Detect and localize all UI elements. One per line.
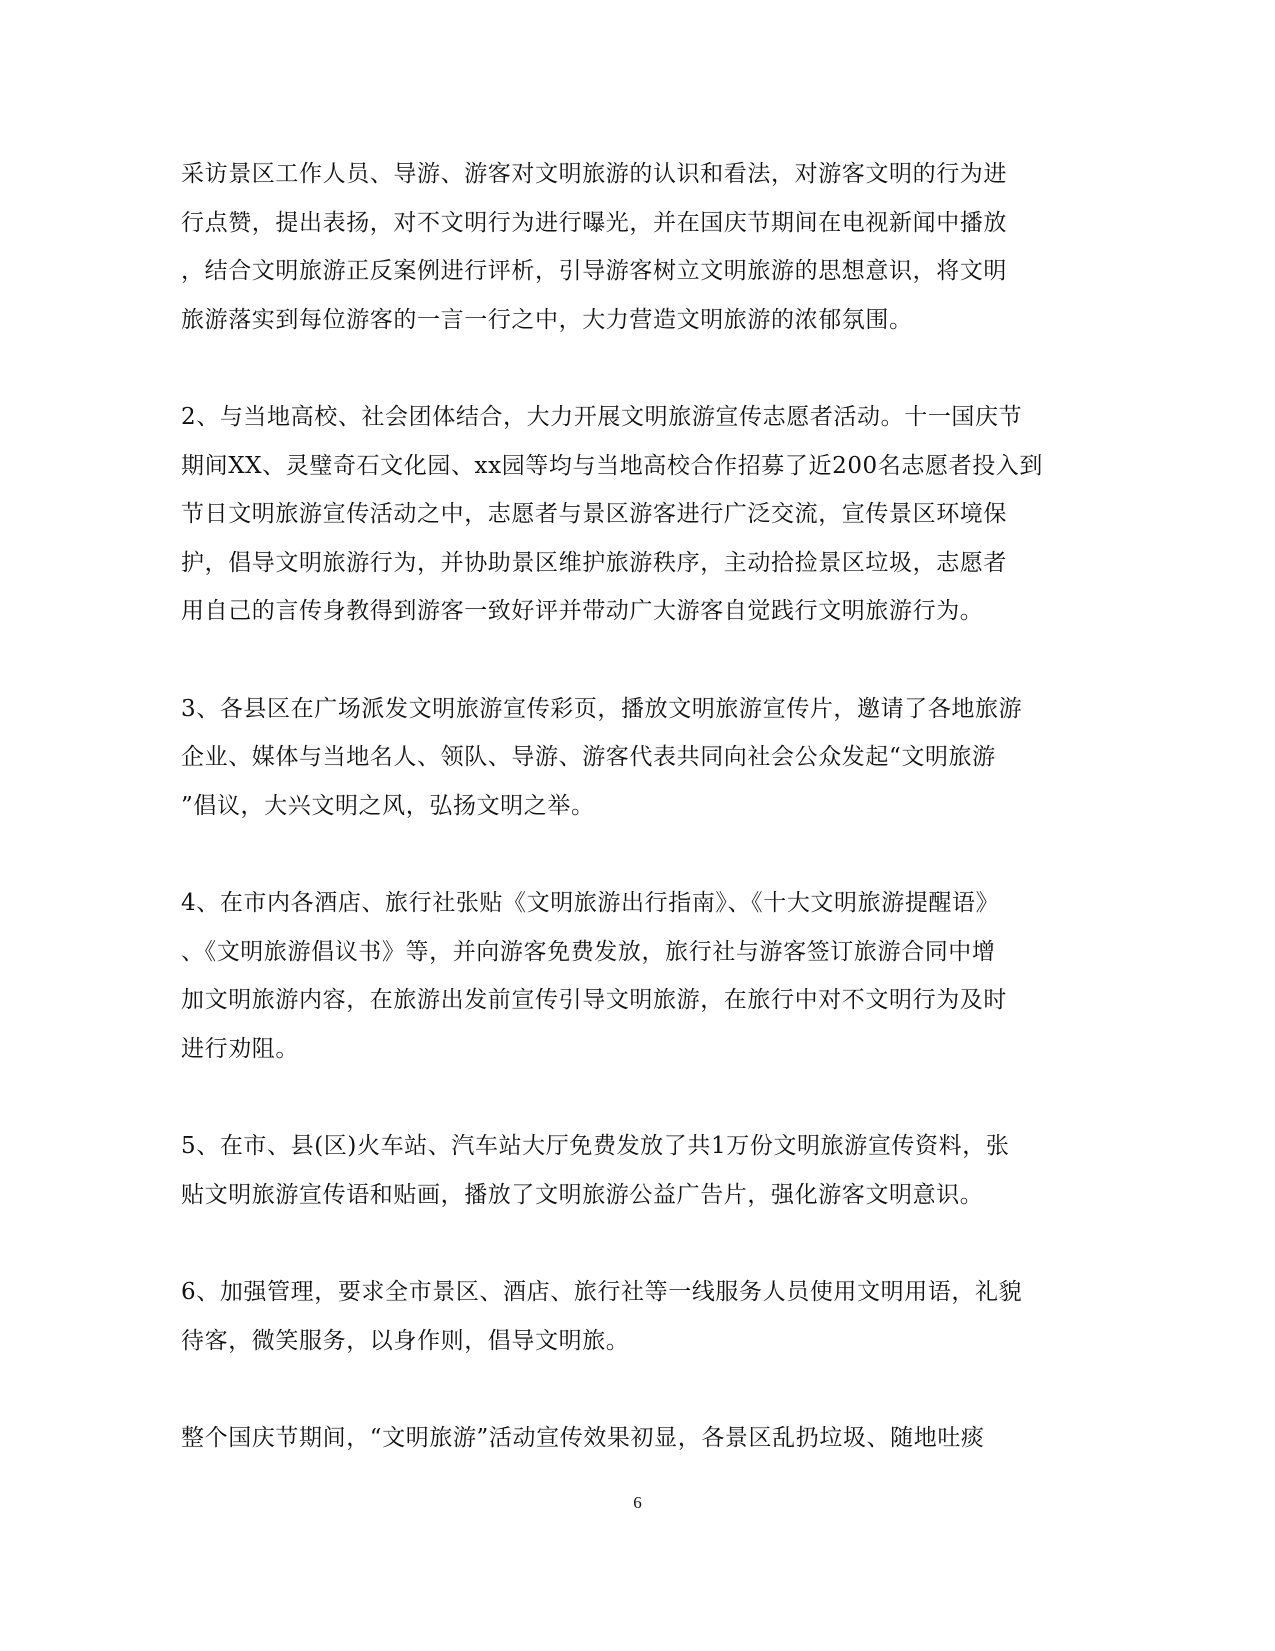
paragraph-4 xyxy=(181,879,1101,1073)
text-line: 待客，微笑服务，以身作则，倡导文明旅。 xyxy=(181,1327,630,1354)
text-line: 进行劝阻。 xyxy=(181,1035,299,1062)
paragraph-3 xyxy=(181,685,1101,831)
text-line: ”倡议，大兴文明之风，弘扬文明之举。 xyxy=(181,792,595,819)
text-line: 用自己的言传身教得到游客一致好评并带动广大游客自觉践行文明旅游行为。 xyxy=(181,598,984,624)
paragraph-6 xyxy=(181,1268,1101,1365)
text-line: 加文明旅游内容，在旅游出发前宣传引导文明旅游，在旅行中对不文明行为及时 xyxy=(181,987,1007,1013)
paragraph-7 xyxy=(181,1414,1101,1463)
text-line: 3、各县区在广场派发文明旅游宣传彩页，播放文明旅游宣传片，邀请了各地旅游 xyxy=(181,695,1023,722)
text-line: 采访景区工作人员、导游、游客对文明旅游的认识和看法，对游客文明的行为进 xyxy=(181,161,1007,187)
paragraph-1 xyxy=(181,150,1101,344)
text-line: 6、加强管理，要求全市景区、酒店、旅行社等一线服务人员使用文明用语，礼貌 xyxy=(181,1279,1023,1305)
paragraph-2 xyxy=(181,393,1101,636)
text-line: 节日文明旅游宣传活动之中，志愿者与景区游客进行广泛交流，宣传景区环境保 xyxy=(181,501,1007,527)
text-line: 整个国庆节期间，“文明旅游”活动宣传效果初显，各景区乱扔垃圾、随地吐痰 xyxy=(181,1425,985,1451)
text-line: 行点赞，提出表扬，对不文明行为进行曝光，并在国庆节期间在电视新闻中播放 xyxy=(181,209,1007,236)
text-line: ，结合文明旅游正反案例进行评析，引导游客树立文明旅游的思想意识，将文明 xyxy=(181,258,1007,284)
paragraph-5 xyxy=(181,1122,1101,1219)
text-line: 4、在市内各酒店、旅行社张贴《文明旅游出行指南》、《十大文明旅游提醒语》 xyxy=(181,890,1000,916)
text-line: 旅游落实到每位游客的一言一行之中，大力营造文明旅游的浓郁氛围。 xyxy=(181,306,913,333)
text-line: 护，倡导文明旅游行为，并协助景区维护旅游秩序，主动拾捡景区垃圾，志愿者 xyxy=(181,549,1007,576)
text-line: 、《文明旅游倡议书》等，并向游客免费发放，旅行社与游客签订旅游合同中增 xyxy=(181,938,996,965)
document-body xyxy=(181,150,1101,1512)
text-line: 期间XX、灵璧奇石文化园、xx园等均与当地高校合作招募了近200名志愿者投入到 xyxy=(181,452,1043,479)
text-line: 5、在市、县(区)火车站、汽车站大厅免费发放了共1万份文明旅游宣传资料，张 xyxy=(181,1133,1010,1159)
page-number: 6 xyxy=(633,1493,642,1512)
text-line: 企业、媒体与当地名人、领队、导游、游客代表共同向社会公众发起“文明旅游 xyxy=(181,744,996,770)
text-line: 贴文明旅游宣传语和贴画，播放了文明旅游公益广告片，强化游客文明意识。 xyxy=(181,1181,984,1208)
text-line: 2、与当地高校、社会团体结合，大力开展文明旅游宣传志愿者活动。十一国庆节 xyxy=(181,404,1023,430)
